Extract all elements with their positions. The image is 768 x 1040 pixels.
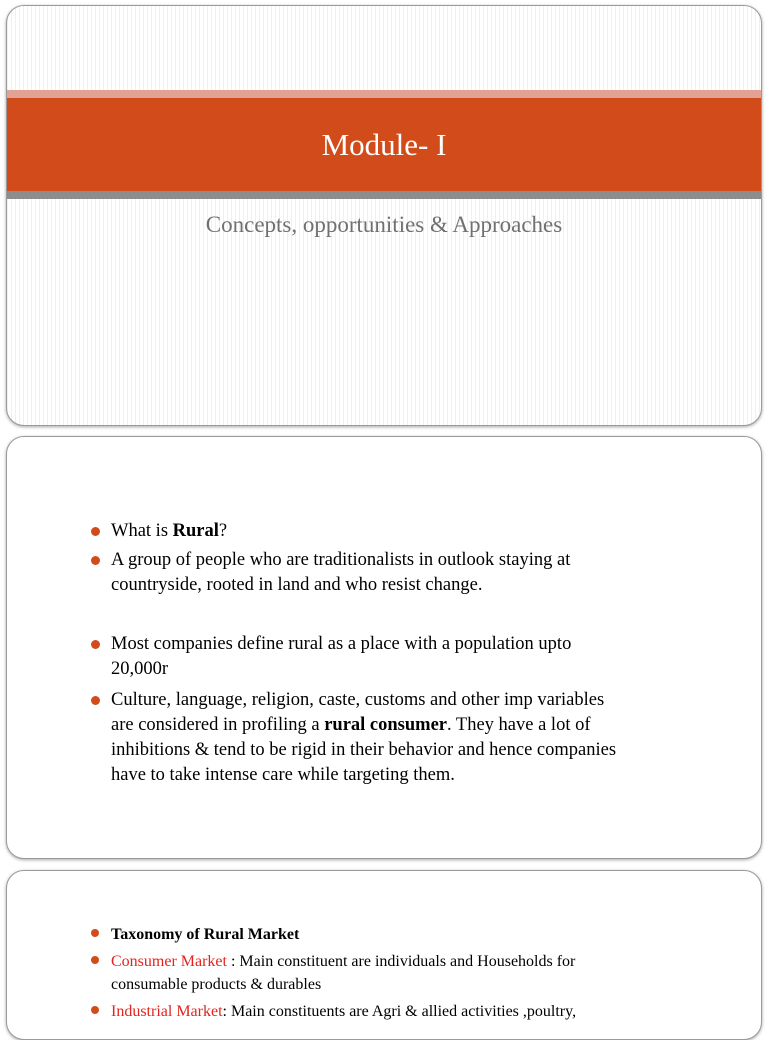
bullet-item <box>97 923 711 946</box>
bullet-dot-icon <box>91 956 99 964</box>
slide-title: Module- I <box>321 126 447 162</box>
bullet-item: Most companies define rural as a place with a population upto 20,000r <box>97 632 711 682</box>
slide-subtitle: Concepts, opportunities & Approaches <box>205 212 563 237</box>
bullet-dot-icon <box>91 556 100 565</box>
title-band-top-stripe <box>7 90 761 98</box>
bullet-dot-icon <box>91 640 100 649</box>
market-type-label: Industrial Market <box>111 1003 223 1020</box>
bullet-item: A group of people who are traditionalists in outlook staying at countryside, rooted in land and who resist change. <box>97 548 711 598</box>
bold-text: Taxonomy of Rural Market <box>111 926 300 943</box>
bullet-dot-icon <box>91 929 99 937</box>
title-slide <box>6 5 762 426</box>
title-band-bottom-stripe <box>7 191 761 199</box>
market-type-label: Consumer Market <box>111 953 227 970</box>
bold-text: Rural <box>172 521 219 541</box>
bullet-item: Consumer Market : Main constituent are individuals and Households for consumable products & durables <box>97 950 711 996</box>
bullet-dot-icon <box>91 527 100 536</box>
bullet-item: Industrial Market: Main constituents are Agri & allied activities ,poultry, <box>97 1000 711 1023</box>
bullet-item: Culture, language, religion, caste, customs and other imp variables are considered in profiling a rural consumer. They have a lot of inhibitions & tend to be rigid in their behavior and hence companies have to take intense care while targeting them. <box>97 688 711 788</box>
bullet-list <box>97 519 711 788</box>
bullet-dot-icon <box>91 1006 99 1014</box>
taxonomy-slide <box>6 870 762 1040</box>
bullet-list <box>97 923 711 1023</box>
bold-text: rural consumer <box>324 715 447 735</box>
bullet-dot-icon <box>91 696 100 705</box>
bullet-item: What is Rural? <box>97 519 711 544</box>
rural-definition-slide <box>6 436 762 859</box>
